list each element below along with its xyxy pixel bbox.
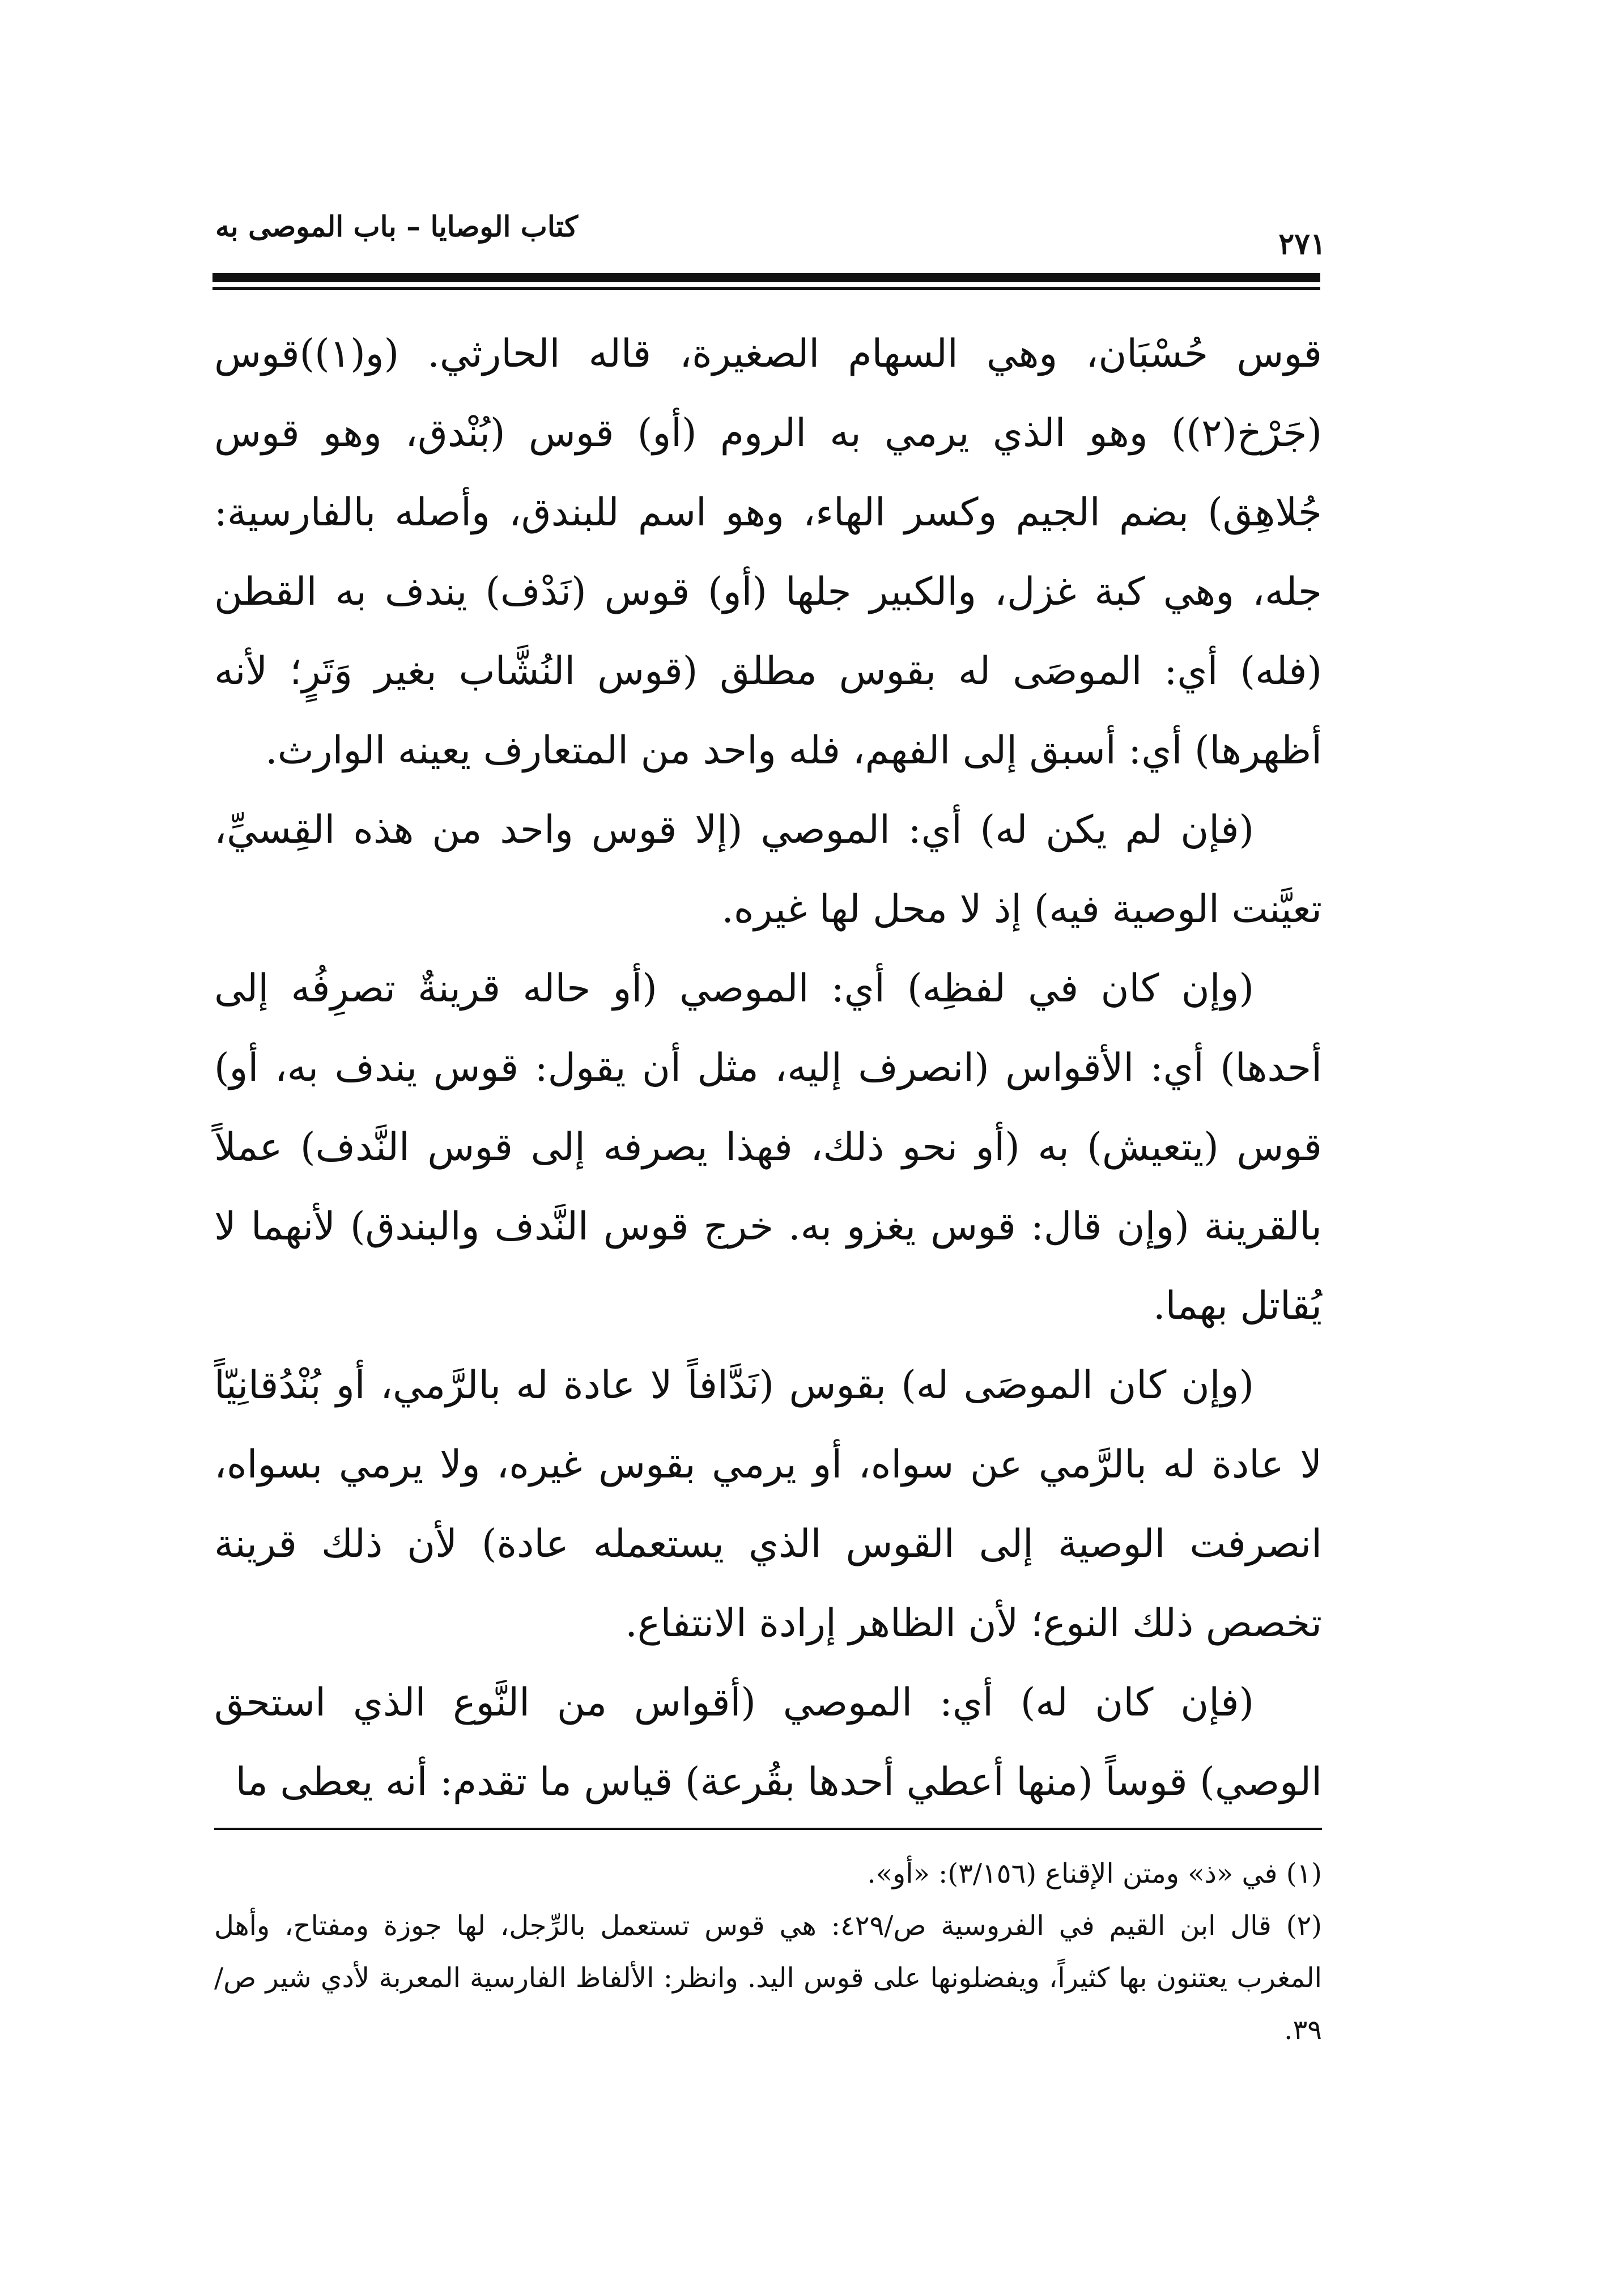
footnote: (٢) قال ابن القيم في الفروسية ص/٤٢٩: هي قوس تستعمل بالرِّجل، لها جوزة ومفتاح، وأهل المغرب يعتنون بها كثيراً، ويفضلونها على قوس اليد. وانظر: الألفاظ الفارسية المعربة لأدي شير ص/٣٩.: [214, 1910, 1323, 2046]
paragraph: قوس حُسْبَان، وهي السهام الصغيرة، قاله الحارثي. (و(١))قوس (جَرْخ(٢)) وهو الذي يرمي به الروم (أو) قوس (بُنْدق، وهو قوس جُلاهِق) بضم الجيم وكسر الهاء، وهو اسم للبندق، وأصله بالفارسية: جله، وهي كبة غزل، والكبير جلها (أو) قوس (نَدْف) يندف به القطن (فله) أي: الموصَى له بقوس مطلق (قوس النُشَّاب بغير وَتَرٍ؛ لأنه أظهرها) أي: أسبق إلى الفهم، فله واحد من المتعارف يعينه الوارث.: [214, 332, 1322, 773]
page-header: [215, 204, 1326, 272]
main-text: [214, 315, 1322, 1822]
header-rule-secondary: [212, 287, 1320, 290]
paragraph: (وإن كان الموصَى له) بقوس (نَدَّافاً لا عادة له بالرَّمي، أو بُنْدُقانِيّاً لا عادة له بالرَّمي عن سواه، أو يرمي بقوس غيره، ولا يرمي بسواه، انصرفت الوصية إلى القوس الذي يستعمله عادة) لأن ذلك قرينة تخصص ذلك النوع؛ لأن الظاهر إرادة الانتفاع.: [214, 1363, 1323, 1646]
footnotes: [214, 1848, 1322, 2056]
running-header-title: كتاب الوصايا – باب الموصى به: [215, 210, 578, 243]
page-number: ٢٧١: [1278, 227, 1326, 261]
footnote: (١) في «ذ» ومتن الإقناع (٣/١٥٦): «أو».: [867, 1858, 1322, 1889]
footnote-separator: [214, 1828, 1322, 1830]
header-rule: [212, 273, 1320, 282]
paragraph: (فإن لم يكن له) أي: الموصي (إلا قوس واحد من هذه القِسيِّ، تعيَّنت الوصية فيه) إذ لا محل لها غيره.: [214, 808, 1322, 932]
paragraph: (فإن كان له) أي: الموصي (أقواس من النَّوع الذي استحق الوصي) قوساً (منها أعطي أحدها بقُرعة) قياس ما تقدم: أنه يعطى ما: [214, 1680, 1322, 1804]
paragraph: (وإن كان في لفظِه) أي: الموصي (أو حاله قرينةٌ تصرِفُه إلى أحدها) أي: الأقواس (انصرف إليه، مثل أن يقول: قوس يندف به، أو) قوس (يتعيش) به (أو نحو ذلك، فهذا يصرفه إلى قوس النَّدف) عملاً بالقرينة (وإن قال: قوس يغزو به. خرج قوس النَّدف والبندق) لأنهما لا يُقاتل بهما.: [214, 966, 1322, 1328]
